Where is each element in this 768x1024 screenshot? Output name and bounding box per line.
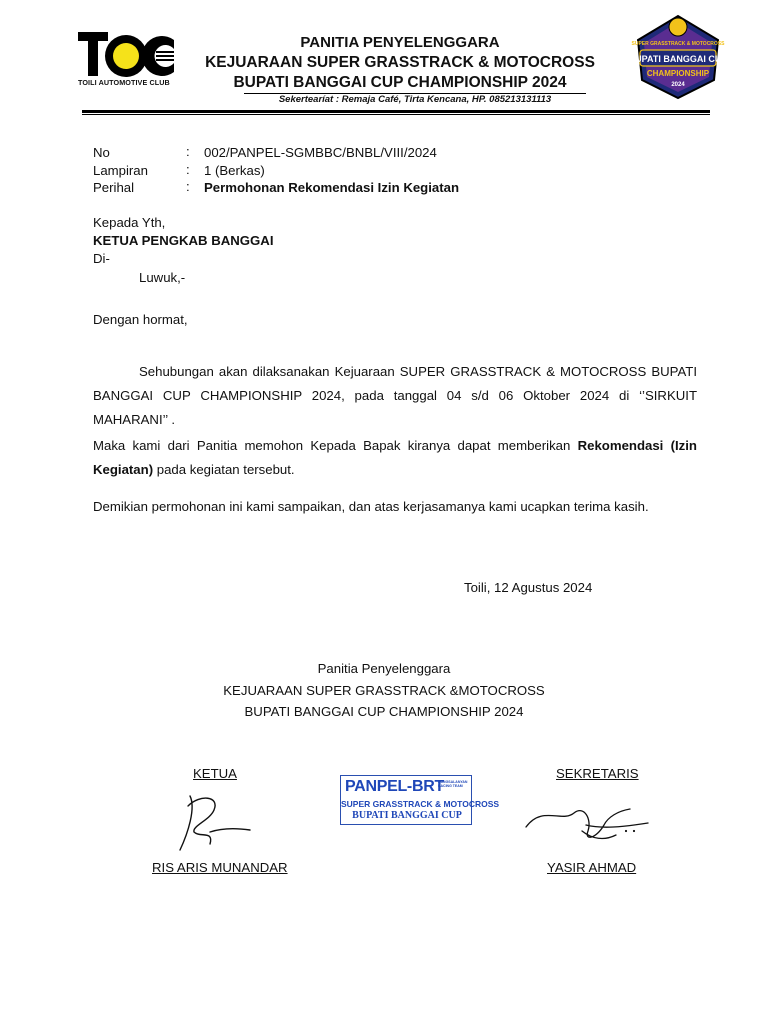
signature-left — [170, 788, 260, 858]
signatory-left-title: KETUA — [193, 766, 237, 781]
header-line-2: KEJUARAAN SUPER GRASSTRACK & MOTOCROSS — [205, 54, 595, 71]
stamp-line-1: PANPEL-BRT — [345, 778, 444, 795]
closing-line-2: KEJUARAAN SUPER GRASSTRACK &MOTOCROSS — [223, 683, 545, 698]
paragraph-3 — [93, 495, 697, 519]
meta-colon: : — [186, 162, 190, 177]
championship-badge — [628, 10, 728, 102]
championship-badge-graphic — [628, 10, 728, 102]
stamp-line-3: BUPATI BANGGAI CUP — [352, 810, 462, 821]
toc-logo-graphic — [78, 30, 178, 80]
closing-line-3: BUPATI BANGGAI CUP CHAMPIONSHIP 2024 — [244, 704, 524, 719]
committee-stamp — [340, 775, 500, 825]
meta-colon: : — [186, 179, 190, 194]
salutation: Dengan hormat, — [93, 312, 188, 327]
toc-logo — [78, 30, 178, 94]
closing-line-1: Panitia Penyelenggara — [317, 661, 451, 676]
badge-text-3: CHAMPIONSHIP — [646, 69, 710, 78]
meta-label-perihal: Perihal — [93, 180, 135, 195]
signature-right — [522, 795, 662, 850]
meta-colon: : — [186, 144, 190, 159]
date-place: Toili, 12 Agustus 2024 — [464, 580, 593, 595]
meta-value-no: 002/PANPEL-SGMBBC/BNBL/VIII/2024 — [204, 145, 437, 160]
paragraph-1 — [93, 360, 697, 432]
paragraph-2-text: Maka kami dari Panitia memohon Kepada Bapak kiranya dapat memberikan — [93, 438, 578, 453]
meta-value-lampiran: 1 (Berkas) — [204, 163, 265, 178]
letterhead-rule — [82, 110, 710, 113]
signatory-left-name: RIS ARIS MUNANDAR — [152, 860, 288, 875]
signatory-right-name: YASIR AHMAD — [547, 860, 637, 875]
stamp-line-2: SUPER GRASSTRACK & MOTOCROSS — [341, 799, 500, 809]
address-di: Di- — [93, 251, 110, 266]
letterhead-rule-thin — [82, 114, 710, 115]
paragraph-2-emphasis: Rekomendasi (Izin Kegiatan) — [93, 438, 697, 477]
badge-text-4: 2024 — [671, 82, 685, 88]
header-line-1: PANITIA PENYELENGGARA — [300, 34, 500, 51]
meta-value-perihal: Permohonan Rekomendasi Izin Kegiatan — [204, 180, 460, 195]
logo-caption: TOILI AUTOMOTIVE CLUB — [78, 78, 170, 87]
address-city: Luwuk,- — [139, 270, 186, 285]
address-recipient: KETUA PENGKAB BANGGAI — [93, 233, 274, 248]
meta-label-no: No — [93, 145, 110, 160]
paragraph-2 — [93, 434, 697, 482]
paragraph-2-tail: pada kegiatan tersebut. — [153, 462, 295, 477]
paragraph-3-text: Demikian permohonan ini kami sampaikan, dan atas kerjasamanya kami ucapkan terima kasih. — [93, 499, 649, 514]
signatory-right-title: SEKRETARIS — [556, 766, 639, 781]
header-line-3: BUPATI BANGGAI CUP CHAMPIONSHIP 2024 — [233, 74, 567, 91]
secretariat-address: Sekertearíat : Remaja Café, Tirta Kencana, HP. 085213131113 — [278, 94, 552, 105]
badge-text-2: BUPATI BANGGAI CUP — [628, 54, 728, 64]
meta-label-lampiran: Lampiran — [93, 163, 148, 178]
paragraph-1-text: Sehubungan akan dilaksanakan Kejuaraan SUPER GRASSTRACK & MOTOCROSS BUPATI BANGGAI CUP CHAMPIONSHIP 2024, pada tanggal 04 s/d 06 Oktober 2024 di ‘’SIRKUIT MAHARANI’’ . — [93, 364, 697, 427]
stamp-line-1-small: BUNGSALANYAN RACING TEAM — [438, 780, 468, 788]
address-greeting: Kepada Yth, — [93, 215, 166, 230]
badge-text-1: SUPER GRASSTRACK & MOTOCROSS — [631, 41, 725, 47]
